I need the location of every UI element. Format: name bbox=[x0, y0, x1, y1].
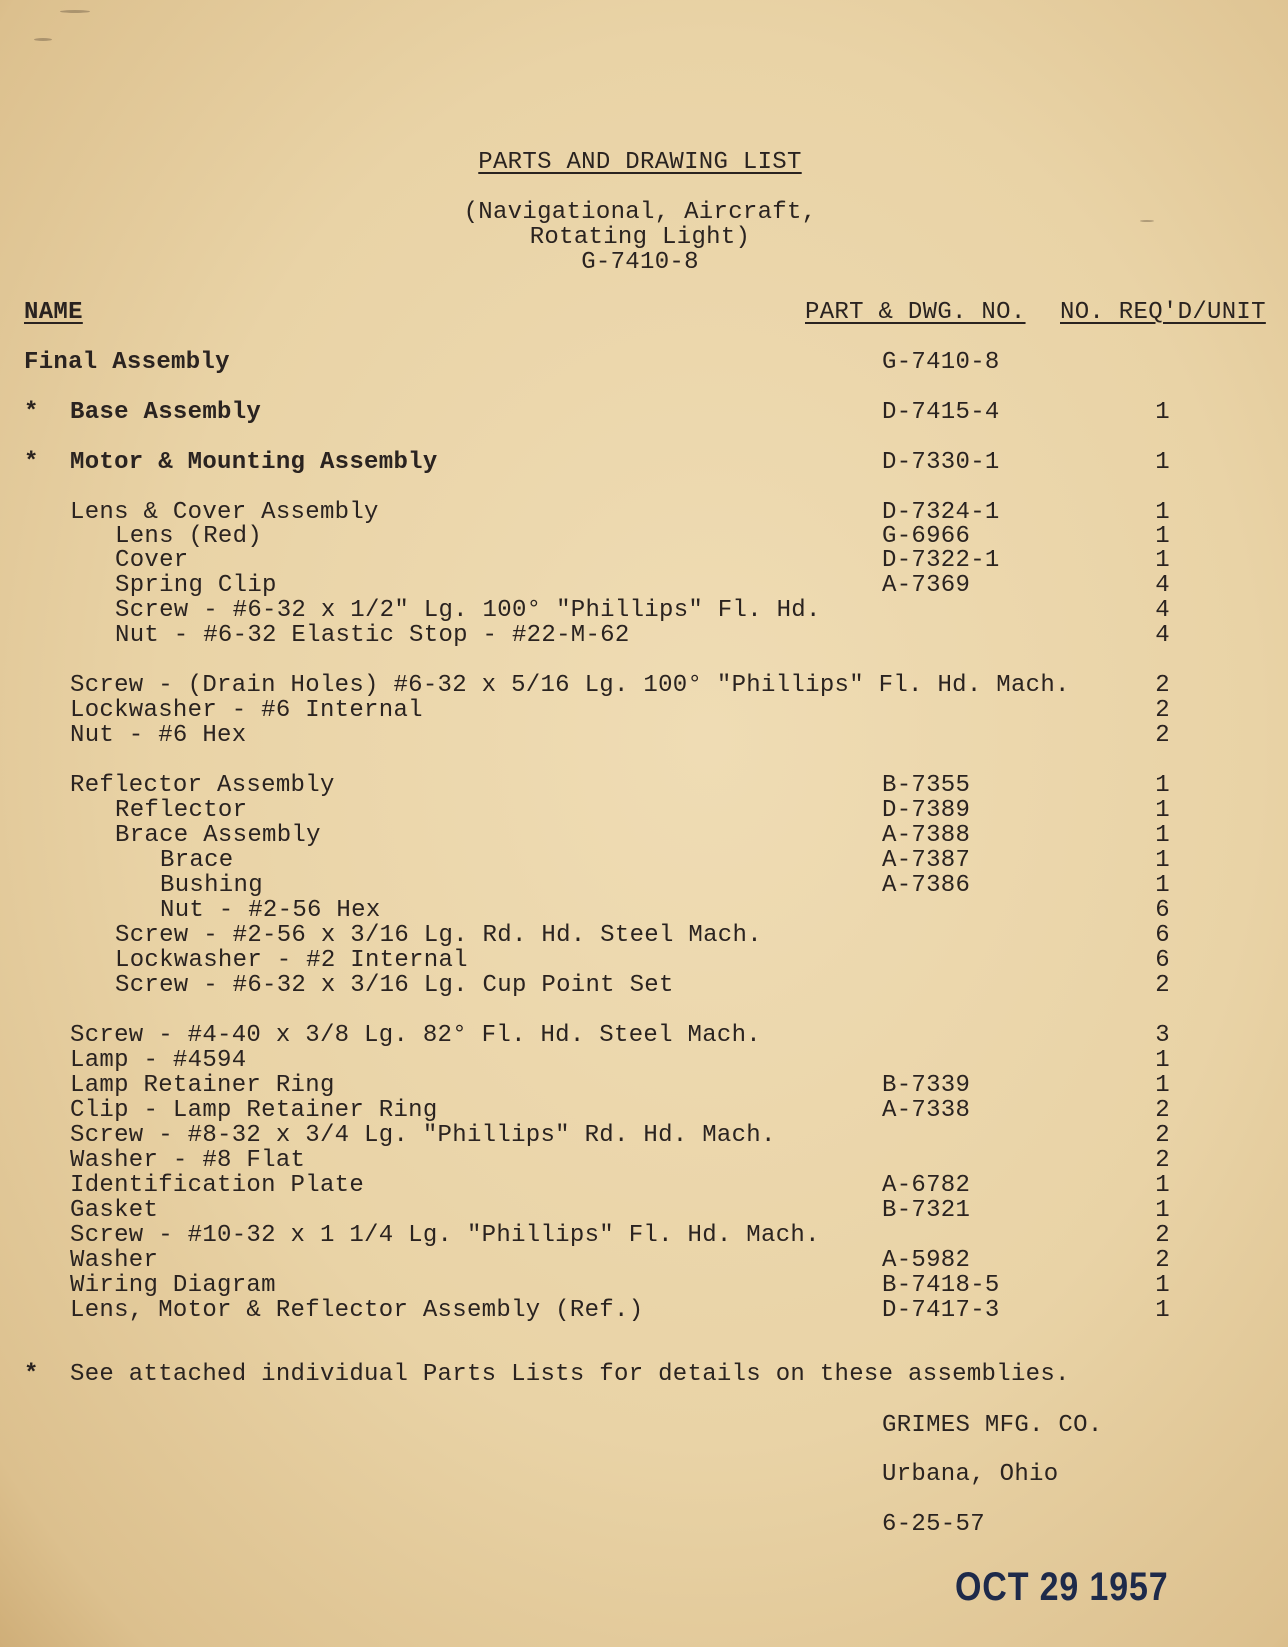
part-number: D-7330-1 bbox=[882, 449, 1000, 476]
part-number: A-7369 bbox=[882, 572, 971, 599]
column-header-qty: NO. REQ'D/UNIT bbox=[1060, 299, 1266, 326]
part-name: Lens & Cover Assembly bbox=[70, 499, 379, 526]
quantity-required: 1 bbox=[1155, 872, 1170, 899]
company-name: GRIMES MFG. CO. bbox=[882, 1412, 1103, 1439]
quantity-required: 6 bbox=[1155, 947, 1170, 974]
quantity-required: 1 bbox=[1155, 1197, 1170, 1224]
part-name: Washer - #8 Flat bbox=[70, 1147, 306, 1174]
paper-speck bbox=[1140, 220, 1154, 222]
quantity-required: 1 bbox=[1155, 499, 1170, 526]
quantity-required: 2 bbox=[1155, 697, 1170, 724]
part-name: Nut - #6 Hex bbox=[70, 722, 247, 749]
part-name: Base Assembly bbox=[70, 399, 262, 426]
footnote-star: * bbox=[24, 1361, 39, 1388]
quantity-required: 6 bbox=[1155, 922, 1170, 949]
quantity-required: 1 bbox=[1155, 772, 1170, 799]
part-name: Screw - #2-56 x 3/16 Lg. Rd. Hd. Steel Mach. bbox=[115, 922, 762, 949]
part-name: Reflector Assembly bbox=[70, 772, 335, 799]
part-number: B-7418-5 bbox=[882, 1272, 1000, 1299]
column-header-part: PART & DWG. NO. bbox=[805, 299, 1026, 326]
part-name: Washer bbox=[70, 1247, 159, 1274]
quantity-required: 2 bbox=[1155, 1122, 1170, 1149]
quantity-required: 1 bbox=[1155, 1272, 1170, 1299]
part-name: Screw - #8-32 x 3/4 Lg. "Phillips" Rd. Hd. Mach. bbox=[70, 1122, 776, 1149]
quantity-required: 4 bbox=[1155, 622, 1170, 649]
quantity-required: 1 bbox=[1155, 547, 1170, 574]
part-number: D-7324-1 bbox=[882, 499, 1000, 526]
quantity-required: 2 bbox=[1155, 972, 1170, 999]
part-name: Lamp - #4594 bbox=[70, 1047, 247, 1074]
footnote-text: See attached individual Parts Lists for details on these assemblies. bbox=[70, 1361, 1070, 1388]
part-name: Reflector bbox=[115, 797, 248, 824]
quantity-required: 3 bbox=[1155, 1022, 1170, 1049]
part-name: Lens (Red) bbox=[115, 523, 263, 550]
quantity-required: 2 bbox=[1155, 722, 1170, 749]
subtitle-line-3: G-7410-8 bbox=[581, 249, 699, 276]
part-name: Screw - #6-32 x 1/2" Lg. 100° "Phillips" Fl. Hd. bbox=[115, 597, 821, 624]
part-number: A-7386 bbox=[882, 872, 971, 899]
quantity-required: 1 bbox=[1155, 1047, 1170, 1074]
part-name: Nut - #6-32 Elastic Stop - #22-M-62 bbox=[115, 622, 630, 649]
quantity-required: 1 bbox=[1155, 1072, 1170, 1099]
part-number: B-7339 bbox=[882, 1072, 971, 1099]
part-name: Identification Plate bbox=[70, 1172, 365, 1199]
subtitle-line-1: (Navigational, Aircraft, bbox=[463, 199, 817, 226]
quantity-required: 1 bbox=[1155, 449, 1170, 476]
part-number: B-7355 bbox=[882, 772, 971, 799]
quantity-required: 1 bbox=[1155, 1172, 1170, 1199]
part-name: Final Assembly bbox=[24, 349, 230, 376]
part-name: Wiring Diagram bbox=[70, 1272, 276, 1299]
quantity-required: 4 bbox=[1155, 572, 1170, 599]
quantity-required: 2 bbox=[1155, 1147, 1170, 1174]
part-name: Nut - #2-56 Hex bbox=[160, 897, 381, 924]
part-name: Bushing bbox=[160, 872, 263, 899]
quantity-required: 4 bbox=[1155, 597, 1170, 624]
part-name: Lockwasher - #6 Internal bbox=[70, 697, 423, 724]
part-name: Spring Clip bbox=[115, 572, 277, 599]
quantity-required: 6 bbox=[1155, 897, 1170, 924]
part-name: Lockwasher - #2 Internal bbox=[115, 947, 468, 974]
part-name: Gasket bbox=[70, 1197, 159, 1224]
part-number: G-7410-8 bbox=[882, 349, 1000, 376]
part-number: D-7389 bbox=[882, 797, 971, 824]
part-number: A-6782 bbox=[882, 1172, 971, 1199]
part-name: Screw - (Drain Holes) #6-32 x 5/16 Lg. 100° "Phillips" Fl. Hd. Mach. bbox=[70, 672, 1070, 699]
paper-speck bbox=[60, 10, 90, 13]
company-city: Urbana, Ohio bbox=[882, 1461, 1059, 1488]
part-number: A-5982 bbox=[882, 1247, 971, 1274]
quantity-required: 2 bbox=[1155, 1247, 1170, 1274]
part-number: D-7417-3 bbox=[882, 1297, 1000, 1324]
part-name: Motor & Mounting Assembly bbox=[70, 449, 438, 476]
part-number: G-6966 bbox=[882, 523, 971, 550]
quantity-required: 1 bbox=[1155, 523, 1170, 550]
subtitle-line-2: Rotating Light) bbox=[529, 224, 751, 251]
part-name: Screw - #4-40 x 3/8 Lg. 82° Fl. Hd. Steel Mach. bbox=[70, 1022, 762, 1049]
quantity-required: 1 bbox=[1155, 847, 1170, 874]
part-number: B-7321 bbox=[882, 1197, 971, 1224]
received-date-stamp: OCT 29 1957 bbox=[955, 1565, 1169, 1609]
part-name: Lens, Motor & Reflector Assembly (Ref.) bbox=[70, 1297, 644, 1324]
part-name: Lamp Retainer Ring bbox=[70, 1072, 335, 1099]
quantity-required: 2 bbox=[1155, 672, 1170, 699]
part-number: A-7388 bbox=[882, 822, 971, 849]
quantity-required: 2 bbox=[1155, 1222, 1170, 1249]
quantity-required: 2 bbox=[1155, 1097, 1170, 1124]
part-name: Brace Assembly bbox=[115, 822, 321, 849]
row-marker: * bbox=[24, 449, 39, 476]
part-name: Screw - #10-32 x 1 1/4 Lg. "Phillips" Fl. Hd. Mach. bbox=[70, 1222, 820, 1249]
paper-speck bbox=[34, 38, 52, 41]
part-name: Screw - #6-32 x 3/16 Lg. Cup Point Set bbox=[115, 972, 674, 999]
part-number: A-7387 bbox=[882, 847, 971, 874]
document-title: PARTS AND DRAWING LIST bbox=[478, 149, 802, 176]
row-marker: * bbox=[24, 399, 39, 426]
part-number: A-7338 bbox=[882, 1097, 971, 1124]
part-name: Cover bbox=[115, 547, 189, 574]
part-name: Brace bbox=[160, 847, 234, 874]
quantity-required: 1 bbox=[1155, 797, 1170, 824]
quantity-required: 1 bbox=[1155, 1297, 1170, 1324]
quantity-required: 1 bbox=[1155, 399, 1170, 426]
part-name: Clip - Lamp Retainer Ring bbox=[70, 1097, 438, 1124]
document-date: 6-25-57 bbox=[882, 1511, 985, 1538]
column-header-name: NAME bbox=[24, 299, 83, 326]
quantity-required: 1 bbox=[1155, 822, 1170, 849]
part-number: D-7415-4 bbox=[882, 399, 1000, 426]
part-number: D-7322-1 bbox=[882, 547, 1000, 574]
